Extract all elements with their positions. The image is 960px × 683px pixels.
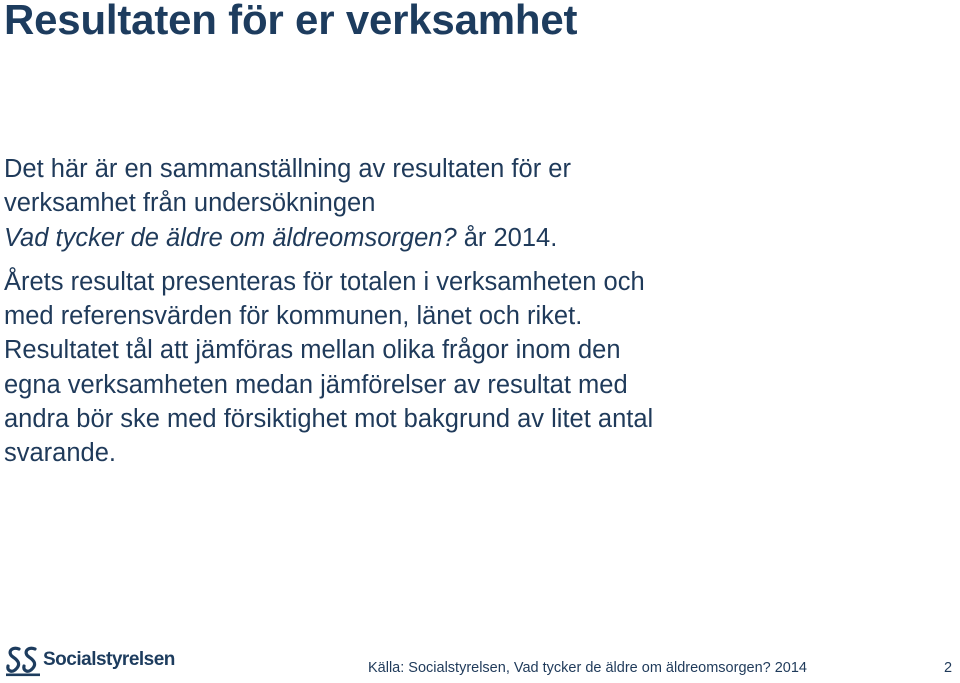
body-text [4, 152, 904, 471]
paragraph-line-5: andra bör ske med försiktighet mot bakgrund av litet antal [4, 405, 654, 434]
socialstyrelsen-logo [5, 642, 175, 678]
intro-line-2: verksamhet från undersökningen [4, 189, 376, 218]
page-number: 2 [944, 660, 953, 676]
paragraph-line-4: egna verksamheten medan jämförelser av resultat med [4, 370, 628, 399]
intro-line-1: Det här är en sammanställning av resultaten för er [4, 155, 571, 183]
page-title: Resultaten för er verksamhet [4, 0, 578, 43]
logo-text: Socialstyrelsen [43, 649, 175, 670]
source-citation: Källa: Socialstyrelsen, Vad tycker de äldre om äldreomsorgen? 2014 [368, 660, 807, 676]
paragraph-line-3: Resultatet tål att jämföras mellan olika frågor inom den [4, 336, 621, 365]
survey-name: Vad tycker de äldre om äldreomsorgen? [4, 223, 457, 252]
socialstyrelsen-emblem-icon [5, 643, 41, 677]
paragraph-line-1: Årets resultat presenteras för totalen i verksamheten och [4, 267, 645, 296]
paragraph-line-2: med referensvärden för kommunen, länet och riket. [4, 302, 583, 331]
survey-year: år 2014. [456, 223, 558, 252]
paragraph-line-6: svarande. [4, 439, 116, 468]
intro-line-3 [4, 221, 904, 255]
intro-paragraph [4, 152, 904, 255]
